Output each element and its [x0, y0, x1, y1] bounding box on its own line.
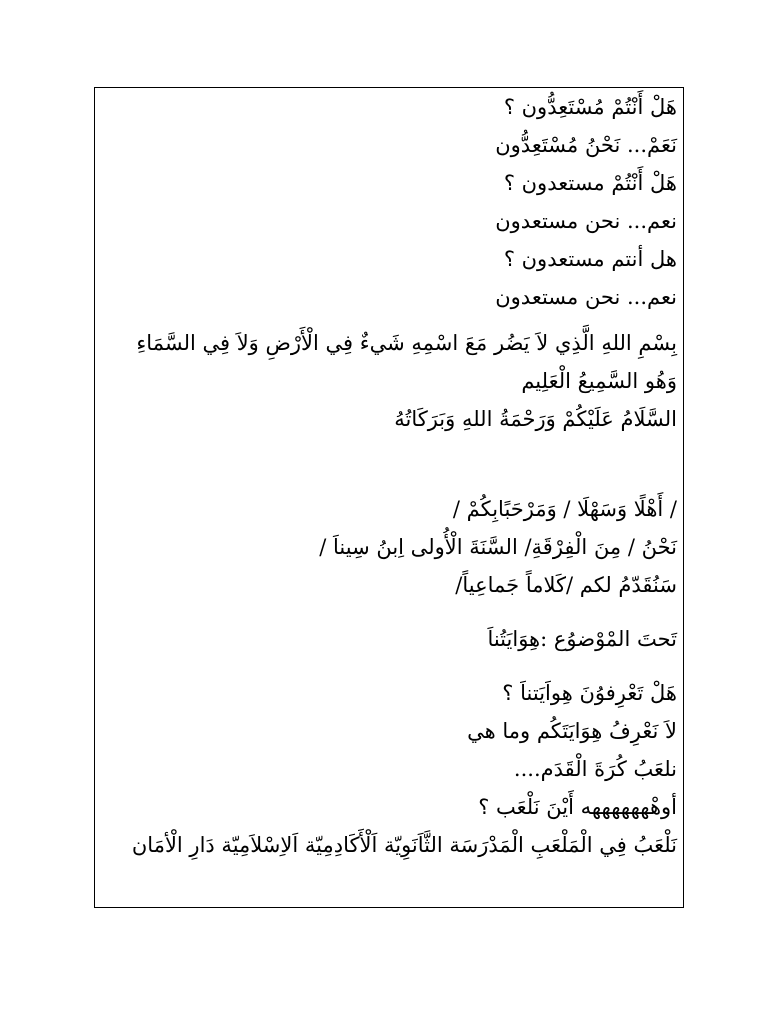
document-body: [95, 88, 683, 864]
text-line-13: هَلْ تَعْرِفوُنَ هِواَيَتناَ ؟: [502, 681, 677, 705]
text-line-4: نعم... نحن مستعدون: [495, 209, 677, 233]
spacer: [103, 658, 677, 674]
text-line-15: نلعَبُ كُرَةَ الْقَدَم....: [513, 757, 677, 781]
text-line-16: أوهْههههههه أَيْنَ نَلْعَب ؟: [478, 795, 677, 819]
spacer: [103, 604, 677, 620]
text-line-6: نعم... نحن مستعدون: [495, 285, 677, 309]
topic-line: تَحتَ المْوْضوُع :هِوَايَتُناَ: [487, 627, 677, 651]
spacer: [103, 438, 677, 490]
text-line-2: نَعَمْ... نَحْنُ مُسْتَعِدُّون: [495, 133, 677, 157]
text-line-1: هَلْ أَنْتُمْ مُسْتَعِدُّون ؟: [503, 95, 677, 119]
basmala-paragraph: بِسْمِ اللهِ الَّذِي لاَ يَضُر مَعَ اسْمِهِ شَيءٌ فِي الْأَرْضِ وَلاَ فِي السَّمَاءِ وَهُو السَّمِيعُ الْعَلِيم: [136, 331, 677, 393]
spacer: [103, 316, 677, 324]
text-line-9: / أَهْلًا وَسَهْلَا / وَمَرْحَبًابِكُمْ /: [452, 497, 677, 521]
text-line-5: هل أنتم مستعدون ؟: [503, 247, 677, 271]
greeting-line: السَّلَامُ عَلَيْكُمْ وَرَحْمَةُ اللهِ وَبَرَكَاتُهُ: [394, 407, 677, 431]
text-line-3: هَلْ أَنْتُمْ مستعدون ؟: [503, 171, 677, 195]
text-line-14: لاَ نَعْرِفُ هِوَايَتَكُم وما هي: [467, 719, 677, 743]
text-line-11: سَنُقَدّمُ لكم /كَلاماً جَماعِياً/: [455, 573, 677, 597]
document-frame: [94, 87, 684, 908]
text-line-10: نَحْنُ / مِنَ الْفِرْقَةِ/ السَّنَةَ الْأُولى اِبنُ سِيناَ /: [319, 535, 677, 559]
text-line-17: نَلْعَبُ فِي الْمَلْعَبِ الْمَدْرَسَة الثَّاَنَوِيّة اَلْأَكَادِمِيّة اَلاِسْلاَمِيّة دَارِ الْأمَان: [131, 833, 677, 857]
